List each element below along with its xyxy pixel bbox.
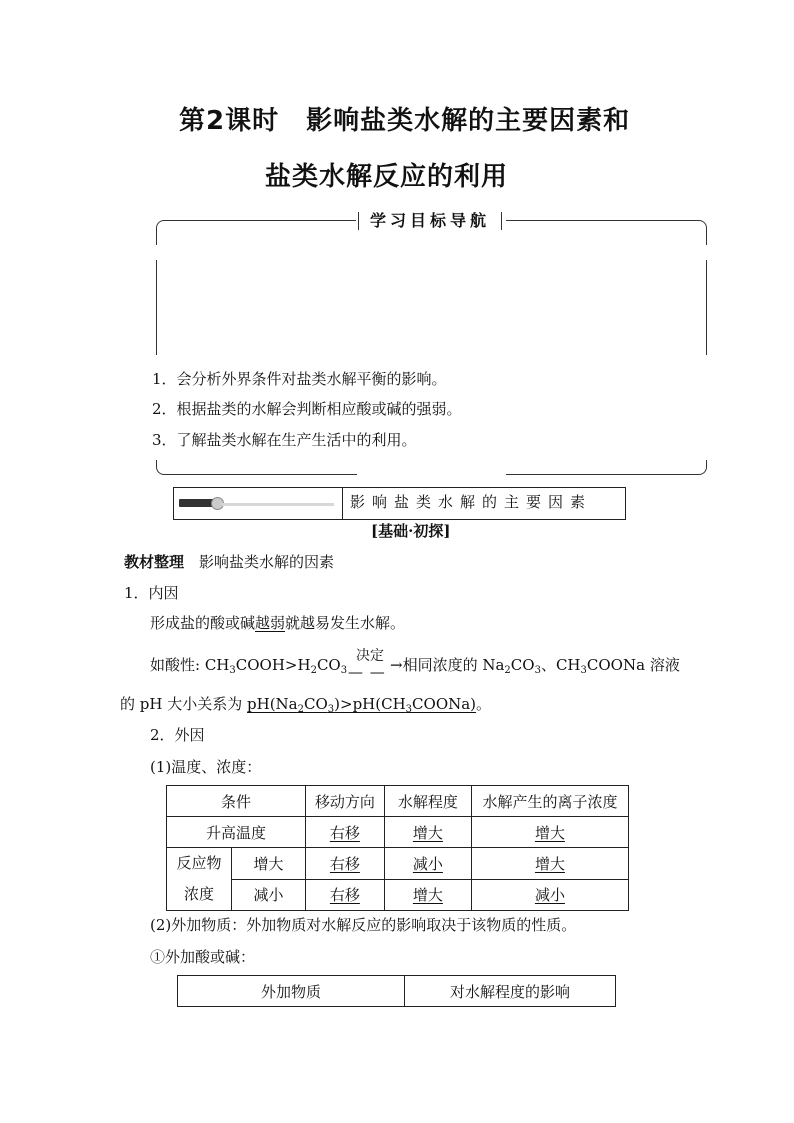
external-sub3: ①外加酸或碱：: [150, 948, 256, 966]
group-cell: 反应物 浓度: [167, 848, 232, 911]
section-tag: [基础·初探]: [371, 522, 451, 540]
ph-comparison: 的 pH 大小关系为 $pH(Na_2CO_3)>pH(CH_3COONa)$。: [120, 695, 492, 715]
header-effect: 对水解程度的影响: [405, 976, 616, 1007]
goal-item-1: 1．会分析外界条件对盐类水解平衡的影响。: [152, 370, 447, 388]
table-row: 减小 右移 增大 减小: [167, 879, 629, 911]
heading-bold: 教材整理: [124, 553, 185, 571]
external-sub1: (1)温度、浓度：: [150, 758, 262, 776]
conditions-table: [166, 785, 629, 911]
subsection-heading: [124, 552, 334, 572]
table-row: 升高温度 右移 增大 增大: [167, 817, 629, 848]
heading-text: 影响盐类水解的因素: [199, 553, 335, 571]
header-direction: 移动方向: [305, 786, 384, 817]
result-text: →相同浓度的 $Na_2CO_3$、$CH_3COONa$ 溶液: [390, 656, 680, 676]
goal-item-2: 2．根据盐类的水解会判断相应酸或碱的强弱。: [152, 400, 462, 418]
header-degree: 水解程度: [384, 786, 471, 817]
header-substance: 外加物质: [178, 976, 405, 1007]
acidity-label: 如酸性: $CH_3COOH>H_2CO_3$: [150, 656, 348, 676]
page-title-line2: 盐类水解反应的利用: [265, 162, 509, 192]
internal-sentence: 形成盐的酸或碱越弱就越易发生水解。: [150, 614, 406, 632]
goal-box-label: 学习目标导航: [356, 208, 504, 234]
goal-item-3: 3．了解盐类水解在生产生活中的利用。: [152, 431, 417, 449]
header-ion: 水解产生的离子浓度: [471, 786, 628, 817]
external-sub2: (2)外加物质：外加物质对水解反应的影响取决于该物质的性质。: [150, 916, 577, 934]
table-header-row: [178, 976, 616, 1007]
table-row: 反应物 浓度 增大 右移 减小 增大: [167, 848, 629, 880]
table-header-row: [167, 786, 629, 817]
section-title: 影响盐类水解的主要因素: [350, 493, 593, 511]
decide-label: 决定: [356, 648, 384, 664]
decide-arrow: — —: [348, 663, 386, 681]
banner-decoration: [174, 488, 343, 519]
answer-underline: 越弱: [255, 614, 286, 632]
header-condition: 条件: [167, 786, 306, 817]
page-title-line1: 第2课时 影响盐类水解的主要因素和: [179, 106, 631, 136]
internal-heading: 1．内因: [124, 584, 179, 602]
external-heading: 2．外因: [150, 726, 205, 744]
ph-answer: $pH(Na_2CO_3)>pH(CH_3COONa)$: [247, 695, 477, 715]
added-substance-table: [177, 975, 616, 1007]
section-banner: [173, 487, 626, 520]
